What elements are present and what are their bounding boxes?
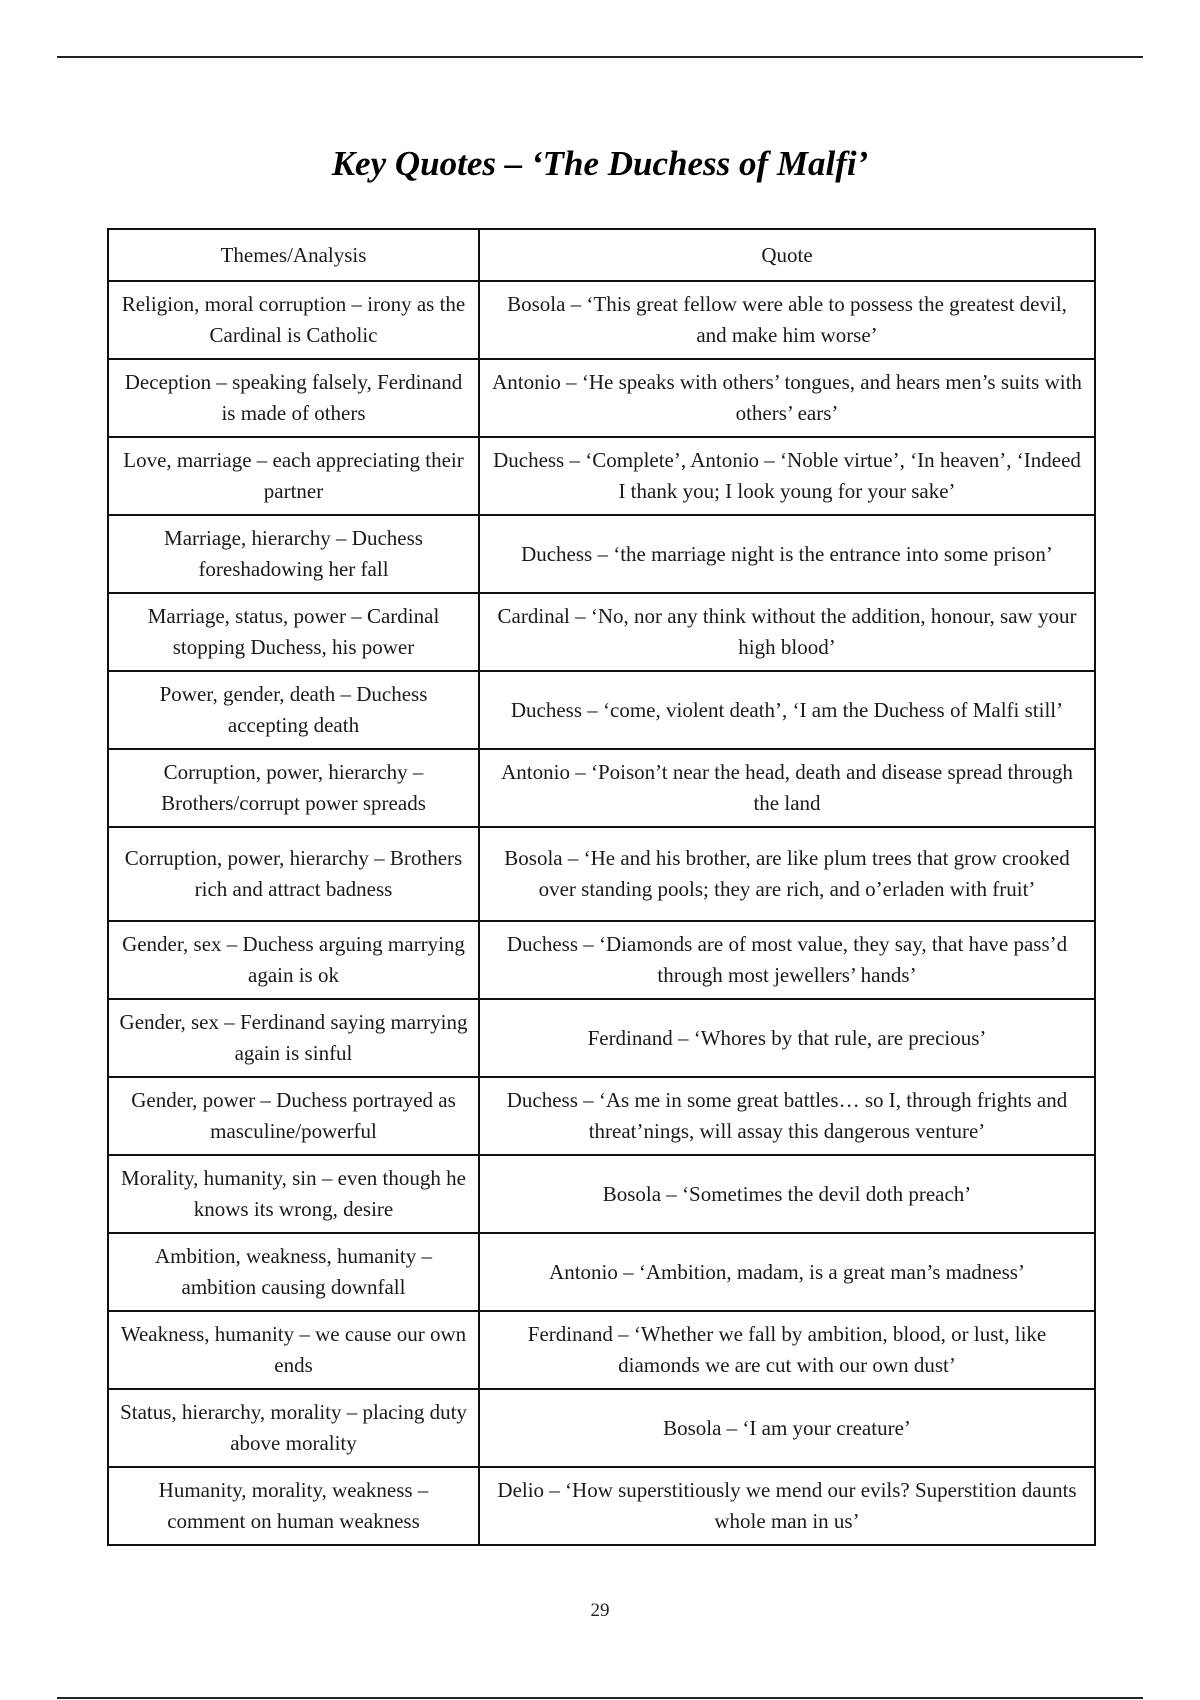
quote-cell: Duchess – ‘the marriage night is the entrance into some prison’ xyxy=(479,515,1095,593)
quote-cell: Bosola – ‘He and his brother, are like plum trees that grow crooked over standing pools; they are rich, and o’erladen with fruit’ xyxy=(479,827,1095,921)
table-header-row xyxy=(108,229,1095,281)
page-number: 29 xyxy=(590,1600,610,1621)
table-row xyxy=(108,921,1095,999)
table-row xyxy=(108,437,1095,515)
table-row xyxy=(108,593,1095,671)
table-row xyxy=(108,671,1095,749)
theme-cell: Humanity, morality, weakness – comment on human weakness xyxy=(108,1467,479,1545)
quote-cell: Ferdinand – ‘Whores by that rule, are precious’ xyxy=(479,999,1095,1077)
quote-cell: Cardinal – ‘No, nor any think without the addition, honour, saw your high blood’ xyxy=(479,593,1095,671)
theme-cell: Status, hierarchy, morality – placing duty above morality xyxy=(108,1389,479,1467)
quote-cell: Delio – ‘How superstitiously we mend our evils? Superstition daunts whole man in us’ xyxy=(479,1467,1095,1545)
quote-cell: Antonio – ‘Poison’t near the head, death and disease spread through the land xyxy=(479,749,1095,827)
quote-cell: Antonio – ‘Ambition, madam, is a great man’s madness’ xyxy=(479,1233,1095,1311)
table-row xyxy=(108,1467,1095,1545)
table-row xyxy=(108,999,1095,1077)
theme-cell: Ambition, weakness, humanity – ambition causing downfall xyxy=(108,1233,479,1311)
theme-cell: Love, marriage – each appreciating their partner xyxy=(108,437,479,515)
table-row xyxy=(108,1389,1095,1467)
quote-cell: Duchess – ‘Complete’, Antonio – ‘Noble virtue’, ‘In heaven’, ‘Indeed I thank you; I look young for your sake’ xyxy=(479,437,1095,515)
table-row xyxy=(108,281,1095,359)
theme-cell: Marriage, status, power – Cardinal stopping Duchess, his power xyxy=(108,593,479,671)
table-row xyxy=(108,359,1095,437)
table-row xyxy=(108,1233,1095,1311)
header-quote: Quote xyxy=(479,229,1095,281)
quote-cell: Ferdinand – ‘Whether we fall by ambition, blood, or lust, like diamonds we are cut with our own dust’ xyxy=(479,1311,1095,1389)
header-themes: Themes/Analysis xyxy=(108,229,479,281)
quote-cell: Bosola – ‘Sometimes the devil doth preach’ xyxy=(479,1155,1095,1233)
table-row xyxy=(108,1311,1095,1389)
theme-cell: Gender, sex – Duchess arguing marrying again is ok xyxy=(108,921,479,999)
quote-cell: Duchess – ‘As me in some great battles… so I, through frights and threat’nings, will assay this dangerous venture’ xyxy=(479,1077,1095,1155)
theme-cell: Gender, sex – Ferdinand saying marrying again is sinful xyxy=(108,999,479,1077)
theme-cell: Gender, power – Duchess portrayed as masculine/powerful xyxy=(108,1077,479,1155)
theme-cell: Power, gender, death – Duchess accepting death xyxy=(108,671,479,749)
quote-cell: Antonio – ‘He speaks with others’ tongues, and hears men’s suits with others’ ears’ xyxy=(479,359,1095,437)
bottom-rule xyxy=(57,1697,1143,1699)
table-row xyxy=(108,1155,1095,1233)
quote-cell: Duchess – ‘Diamonds are of most value, they say, that have pass’d through most jewellers’ hands’ xyxy=(479,921,1095,999)
table-row xyxy=(108,827,1095,921)
theme-cell: Corruption, power, hierarchy – Brothers rich and attract badness xyxy=(108,827,479,921)
theme-cell: Weakness, humanity – we cause our own ends xyxy=(108,1311,479,1389)
theme-cell: Religion, moral corruption – irony as the Cardinal is Catholic xyxy=(108,281,479,359)
quote-cell: Bosola – ‘I am your creature’ xyxy=(479,1389,1095,1467)
quote-cell: Bosola – ‘This great fellow were able to possess the greatest devil, and make him worse’ xyxy=(479,281,1095,359)
quote-cell: Duchess – ‘come, violent death’, ‘I am the Duchess of Malfi still’ xyxy=(479,671,1095,749)
top-rule xyxy=(57,56,1143,58)
theme-cell: Deception – speaking falsely, Ferdinand is made of others xyxy=(108,359,479,437)
quotes-table xyxy=(107,228,1096,1546)
page-title: Key Quotes – ‘The Duchess of Malfi’ xyxy=(331,144,869,183)
theme-cell: Morality, humanity, sin – even though he knows its wrong, desire xyxy=(108,1155,479,1233)
table-row xyxy=(108,515,1095,593)
theme-cell: Marriage, hierarchy – Duchess foreshadowing her fall xyxy=(108,515,479,593)
table-row xyxy=(108,749,1095,827)
table-row xyxy=(108,1077,1095,1155)
theme-cell: Corruption, power, hierarchy – Brothers/corrupt power spreads xyxy=(108,749,479,827)
